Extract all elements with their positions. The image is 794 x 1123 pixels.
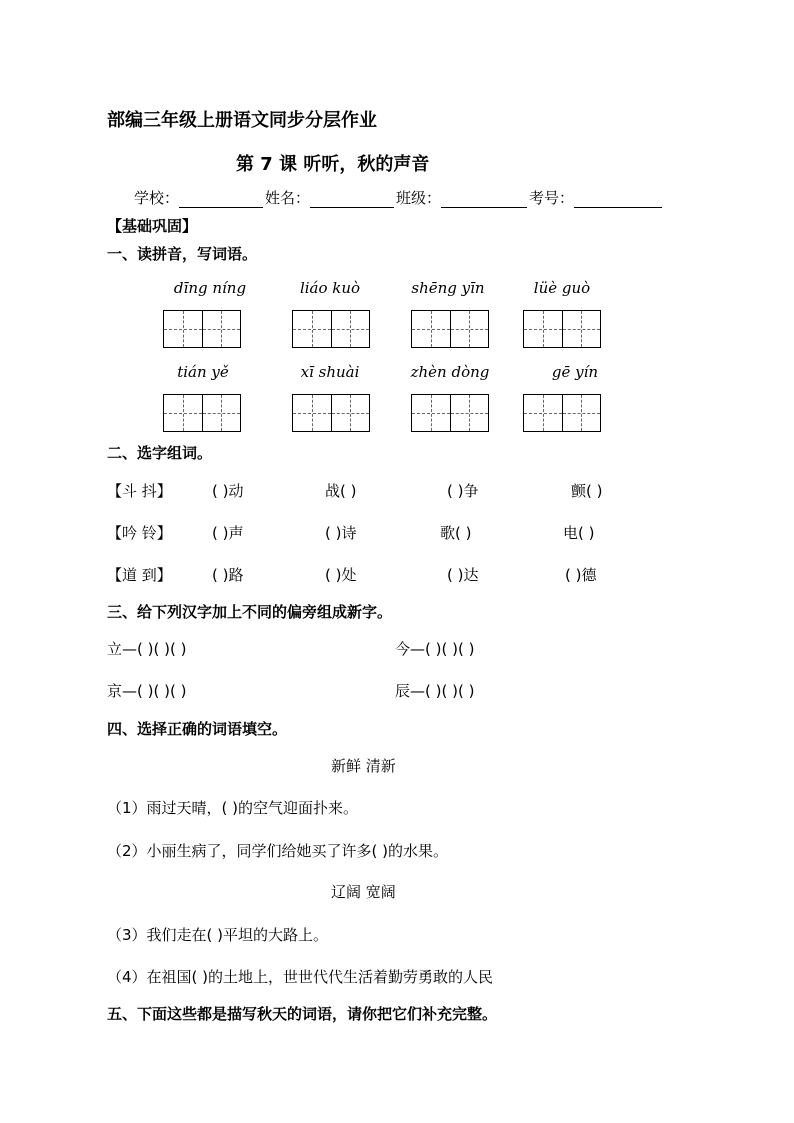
writing-grid[interactable] [523,310,601,348]
fill-blank[interactable]: ( )声 [212,524,244,542]
writing-grid[interactable] [163,394,241,432]
class-field[interactable] [441,191,527,208]
section5-title: 五、下面这些都是描写秋天的词语，请你把它们补充完整。 [107,1005,498,1023]
exam-number-field[interactable] [574,191,662,208]
writing-grid[interactable] [411,310,489,348]
fill-blank[interactable]: ( )达 [447,566,479,584]
pinyin-label: dīng níng [173,279,247,297]
question-1[interactable]: （1）雨过天晴，( )的空气迎面扑来。 [107,799,359,817]
writing-grid[interactable] [163,310,241,348]
student-info-line [134,187,664,208]
pinyin-label: shēng yīn [411,279,485,297]
radical-exercise[interactable]: 今—( )( )( ) [395,640,475,658]
fill-blank[interactable]: ( )德 [565,566,597,584]
question-3[interactable]: （3）我们走在( )平坦的大路上。 [107,926,329,944]
radical-exercise[interactable]: 辰—( )( )( ) [395,682,475,700]
char-pair-label: 【吟 铃】 [107,524,172,542]
pinyin-label: liáo kuò [299,279,361,297]
fill-blank[interactable]: 电( ) [563,524,595,542]
fill-blank[interactable]: ( )争 [447,482,479,500]
pinyin-label: gē yín [551,363,599,381]
fill-blank[interactable]: 颤( ) [571,482,603,500]
radical-exercise[interactable]: 京—( )( )( ) [107,682,187,700]
name-field[interactable] [310,191,394,208]
pinyin-label: tián yě [177,363,229,381]
question-2[interactable]: （2）小丽生病了，同学们给她买了许多( )的水果。 [107,842,449,860]
word-choices: 辽阔 宽阔 [331,883,396,901]
class-label: 班级： [396,189,442,207]
question-4[interactable]: （4）在祖国( )的土地上，世世代代生活着勤劳勇敢的人民 [107,968,494,986]
exam-number-label: 考号： [529,189,575,207]
fill-blank[interactable]: ( )路 [212,566,244,584]
fill-blank[interactable]: 战( ) [325,482,357,500]
fill-blank[interactable]: ( )动 [212,482,244,500]
fill-blank[interactable]: ( )诗 [325,524,357,542]
writing-grid[interactable] [292,310,370,348]
pinyin-label: xī shuài [300,363,360,381]
fill-blank[interactable]: 歌( ) [440,524,472,542]
char-pair-label: 【斗 抖】 [107,482,172,500]
school-field[interactable] [179,191,263,208]
writing-grid[interactable] [523,394,601,432]
section2-title: 二、选字组词。 [107,444,213,462]
section3-title: 三、给下列汉字加上不同的偏旁组成新字。 [107,603,393,621]
char-pair-label: 【道 到】 [107,566,172,584]
foundation-label: 【基础巩固】 [107,217,198,235]
worksheet-title: 部编三年级上册语文同步分层作业 [107,110,377,131]
section1-title: 一、读拼音，写词语。 [107,245,258,263]
fill-blank[interactable]: ( )处 [325,566,357,584]
writing-grid[interactable] [411,394,489,432]
pinyin-label: lüè guò [533,279,591,297]
writing-grid[interactable] [292,394,370,432]
name-label: 姓名： [265,189,311,207]
word-choices: 新鲜 清新 [331,757,396,775]
radical-exercise[interactable]: 立—( )( )( ) [107,640,187,658]
school-label: 学校： [134,189,180,207]
section4-title: 四、选择正确的词语填空。 [107,720,288,738]
lesson-title: 第 7 课 听听，秋的声音 [236,154,430,175]
pinyin-label: zhèn dòng [410,363,490,381]
